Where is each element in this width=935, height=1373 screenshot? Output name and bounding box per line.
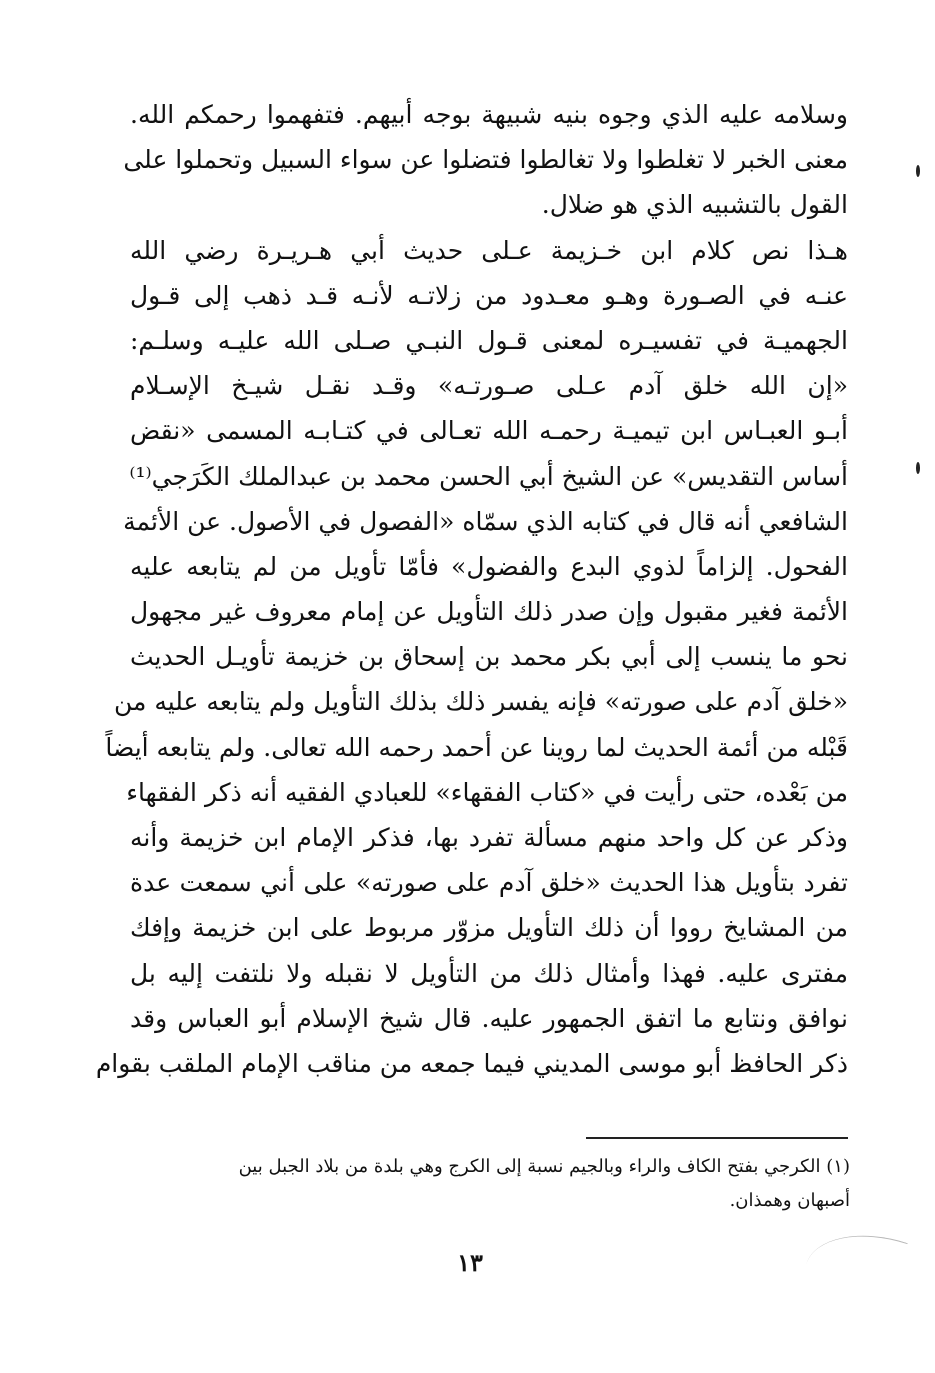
page-curl-mark (806, 1215, 907, 1291)
footnote-line: (١) الكرجي بفتح الكاف والراء وبالجيم نسبة إلى الكرج وهي بلدة من بلاد الجبل بين (238, 1156, 850, 1177)
text-line: أساس التقديس» عن الشيخ أبي الحسن محمد بن عبدالملك الكَرَجي⁽¹⁾ (129, 461, 848, 491)
body-text (95, 92, 848, 1086)
text-line: من المشايخ رووا أن ذلك التأويل مزوّر مربوط على ابن خزيمة وإفك (130, 913, 848, 943)
text-line: نوافق ونتابع ما اتفق الجمهور عليه. قال شيخ الإسلام أبو العباس وقد (130, 1003, 848, 1033)
text-line: أبـو العبـاس ابن تيميـة رحمـه الله تعـالى في كتـابـه المسمى «نقض (130, 416, 848, 446)
text-line: ذكر الحافظ أبو موسى المديني فيما جمعه من مناقب الإمام الملقب بقوام (95, 1048, 848, 1078)
text-line: وسلامه عليه الذي وجوه بنيه شبيهة بوجه أبيهم. فتفهموا رحمكم الله. (130, 100, 848, 129)
text-line: مفترى عليه. فهذا وأمثال ذلك من التأويل لا نقبله ولا نلتفت إليه بل (130, 958, 848, 988)
text-line: تفرد بتأويل هذا الحديث «خلق آدم على صورته» على أني سمعت عدة (130, 868, 848, 898)
footnote (150, 1150, 850, 1218)
text-line: وذكر عن كل واحد منهم مسألة تفرد بها، فذكر الإمام ابن خزيمة وأنه (130, 823, 848, 852)
text-line: هـذا نص كلام ابن خـزيمة عـلى حديث أبي هـريـرة رضي الله (130, 235, 848, 265)
scan-speck (916, 165, 920, 177)
text-line: عنـه في الصـورة وهـو معـدود من زلاتـه لأنـه قـد ذهب إلى قـول (130, 280, 848, 310)
text-line: من بَعْده، حتى رأيت في «كتاب الفقهاء» للعبادي الفقيه أنه ذكر الفقهاء (126, 777, 848, 807)
footnote-line: أصبهان وهمذان. (729, 1190, 850, 1211)
scan-speck (916, 462, 920, 474)
text-line: الأئمة فغير مقبول وإن صدر ذلك التأويل عن إمام معروف غير مجهول (130, 597, 848, 627)
text-line: «إن الله خلق آدم عـلى صـورتـه» وقـد نقـل شيـخ الإسـلام (130, 371, 848, 401)
text-line: الشافعي أنه قال في كتابه الذي سمّاه «الفصول في الأصول. عن الأئمة (123, 506, 848, 536)
text-line: الجهميـة في تفسيـره لمعنى قـول النبـي صـلى الله عليـه وسلـم: (130, 325, 848, 355)
footnote-separator (586, 1137, 848, 1139)
text-line: قَبْله من أئمة الحديث لما روينا عن أحمد رحمه الله تعالى. ولم يتابعه أيضاً (105, 732, 848, 762)
text-line: «خلق آدم على صورته» فإنه يفسر ذلك بذلك التأويل ولم يتابعه عليه من (113, 687, 848, 717)
text-line: معنى الخبر لا تغلطوا ولا تغالطوا فتضلوا عن سواء السبيل وتحملوا على (123, 145, 848, 175)
text-line: الفحول. إلزاماً لذوي البدع والفضول» فأمّا تأويل من لم يتابعه عليه (130, 551, 848, 581)
text-line: نحو ما ينسب إلى أبي بكر محمد بن إسحاق بن خزيمة تأويـل الحديث (130, 642, 848, 672)
page-number: ١٣ (457, 1248, 483, 1277)
text-line: القول بالتشبيه الذي هو ضلال. (541, 190, 848, 220)
